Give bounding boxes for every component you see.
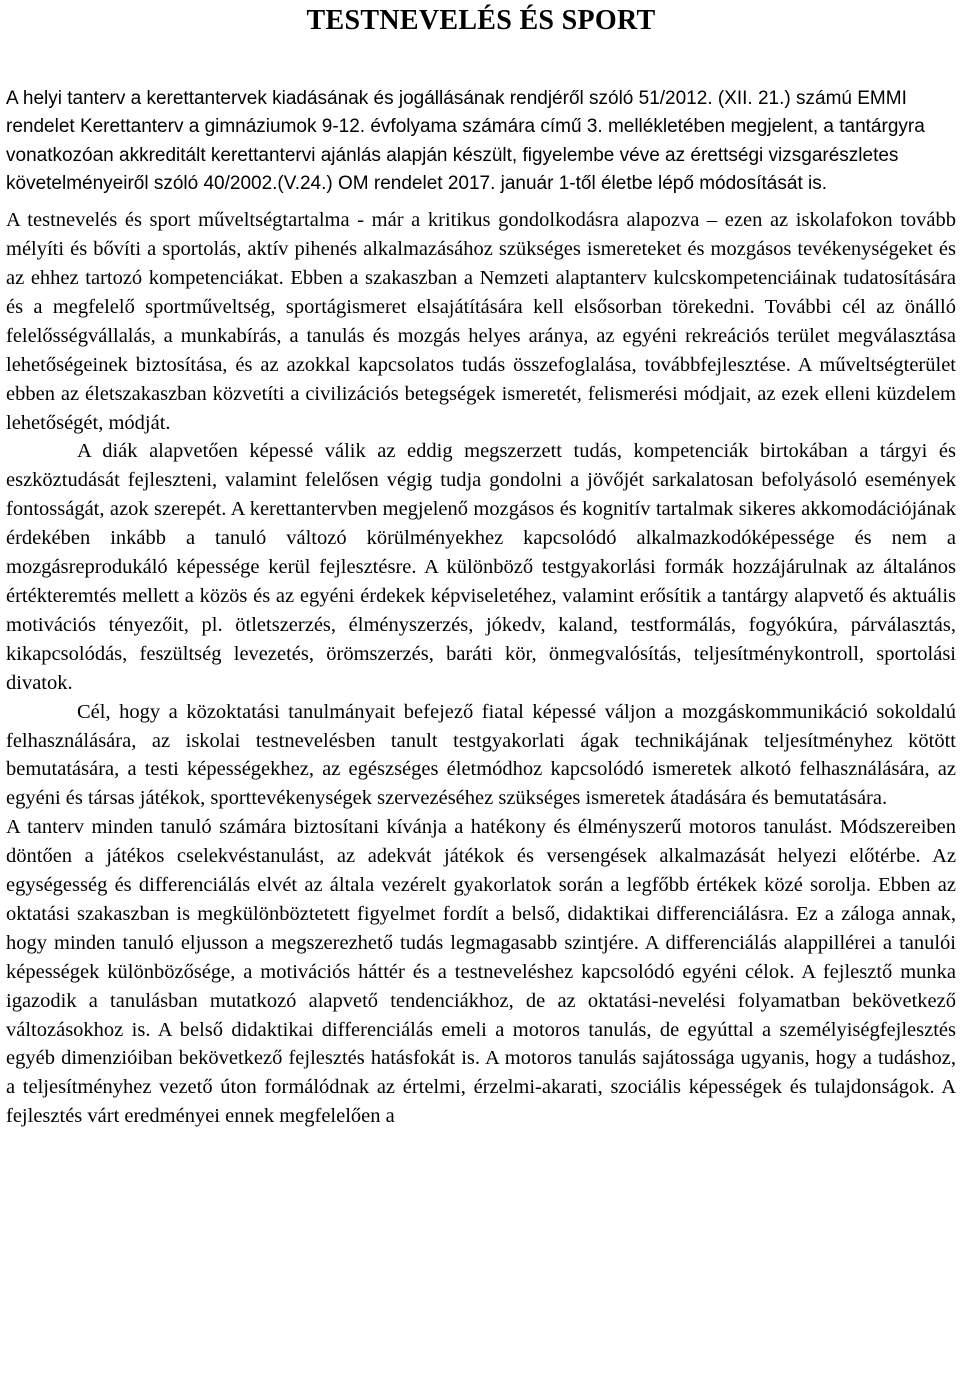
- intro-paragraph: A helyi tanterv a kerettantervek kiadásának és jogállásának rendjéről szóló 51/2012. (XII. 21.) számú EMMI rendelet Kerettanterv a gimnáziumok 9-12. évfolyama számára című 3. mellékletében megjelent, a tantárgyra vonatkozóan akkreditált kerettantervi ajánlás alapján készült, figyelembe véve az érettségi vizsgarészletes követelményeiről szóló 40/2002.(V.24.) OM rendelet 2017. január 1-től életbe lépő módosítását is.: [6, 88, 925, 194]
- paragraph-4: A tanterv minden tanuló számára biztosítani kívánja a hatékony és élményszerű motoros tanulást. Módszereiben döntően a játékos cselekvéstanulást, az adekvát játékok és versengések alkalmazását helyezi előtérbe. Az egységesség és differenciálás elvét az általa vezérelt gyakorlatok során a legfőbb értékek közé sorolja. Ebben az oktatási szakaszban is megkülönböztetett figyelmet fordít a belső, didaktikai differenciálásra. Ez a záloga annak, hogy minden tanuló eljusson a megszerezhető tudás legmagasabb szintjére. A differenciálás alappillérei a tanulói képességek különbözősége, a motivációs háttér és a testneveléshez kapcsolódó egyéni célok. A fejlesztő munka igazodik a tanulásban mutatkozó alapvető tendenciákhoz, de az oktatási-nevelési folyamatban bekövetkező változásokhoz is. A belső didaktikai differenciálás emeli a motoros tanulás, de egyúttal a személyiségfejlesztés egyéb dimenzióiban bekövetkező fejlesztés hatásfokát is. A motoros tanulás sajátossága ugyanis, hogy a tudáshoz, a teljesítményhez vezető úton formálódnak az értelmi, érzelmi-akarati, szociális képességek és tulajdonságok. A fejlesztés várt eredményei ennek megfelelően a: [6, 816, 956, 1128]
- paragraph-2: A diák alapvetően képessé válik az eddig megszerzett tudás, kompetenciák birtokában a tárgyi és eszköztudását fejleszteni, valamint felelősen végig tudja gondolni a jövőjét sarkalatosan befolyásoló események fontosságát, azok szerepét. A kerettantervben megjelenő mozgásos és kognitív tartalmak sikeres akkomodációjának érdekében inkább a tanuló változó körülményekhez kapcsolódó alkalmazkodóképessége és nem a mozgásreprodukáló képessége kerül fejlesztésre. A különböző testgyakorlási formák hozzájárulnak az általános értékteremtés mellett a közös és az egyéni érdekek képviseletéhez, valamint erősítik a tantárgy alapvető és aktuális motivációs tényezőit, pl. ötletszerzés, élményszerzés, jókedv, kaland, testformálás, fogyókúra, párválasztás, kikapcsolódás, feszültség levezetés, örömszerzés, baráti kör, önmegvalósítás, teljesítménykontroll, sportolási divatok.: [6, 440, 956, 694]
- page-title: TESTNEVELÉS ÉS SPORT: [306, 5, 656, 36]
- paragraph-1: A testnevelés és sport műveltségtartalma - már a kritikus gondolkodásra alapozva – ezen az iskolafokon tovább mélyíti és bővíti a sportolás, aktív pihenés alkalmazásához szükséges ismereteket és mozgásos tevékenységeket és az ehhez tartozó kompetenciákat. Ebben a szakaszban a Nemzeti alaptanterv kulcskompetenciáinak tudatosítására és a megfelelő sportműveltség, sportágismeret elsajátítására kell elsősorban törekedni. További cél az önálló felelősségvállalás, a munkabírás, a tanulás és mozgás helyes aránya, az egyéni rekreációs terület megválasztása lehetőségeinek biztosítása, és az azokkal kapcsolatos tudás összefoglalása, továbbfejlesztése. A műveltségterület ebben az életszakaszban közvetíti a civilizációs betegségek ismeretét, felismerési módjait, az ezek elleni küzdelem lehetőségét, módját.: [6, 209, 956, 434]
- body-text: [6, 206, 956, 1131]
- paragraph-3: Cél, hogy a közoktatási tanulmányait befejező fiatal képessé váljon a mozgáskommunikáció sokoldalú felhasználására, az iskolai testnevelésben tanult testgyakorlati ágak technikájának teljesítményhez kötött bemutatására, a testi képességekhez, az egészséges életmódhoz kapcsolódó ismeretek alkotó felhasználására, az egyéni és társas játékok, sporttevékenységek szervezéséhez szükséges ismeretek átadására és bemutatására.: [6, 700, 956, 810]
- document-page: [6, 0, 956, 1384]
